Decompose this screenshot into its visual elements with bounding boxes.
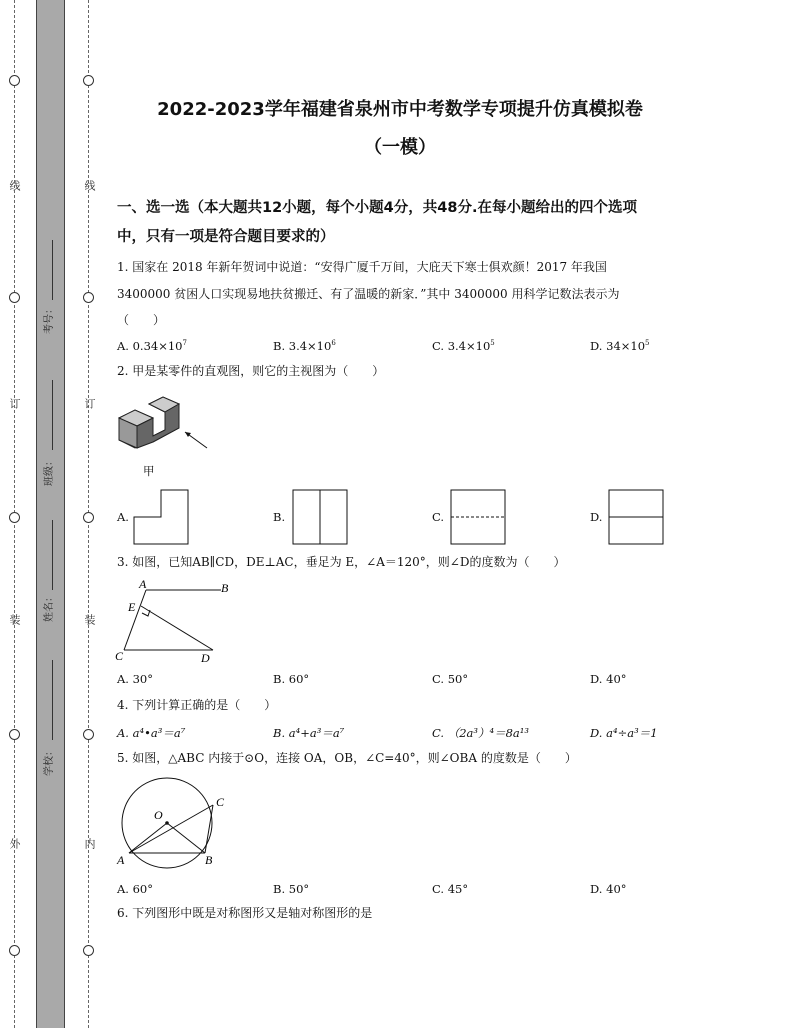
binding-hole-icon	[83, 75, 94, 86]
q3-label-e: E	[128, 600, 136, 614]
q5-option-a[interactable]: A. 60°	[117, 882, 153, 896]
binding-hole-icon	[9, 292, 20, 303]
q2-option-d-label[interactable]: D.	[590, 510, 603, 524]
q3-text: 3. 如图，已知AB∥CD，DE⊥AC，垂足为 E，∠A＝120°，则∠D的度数为（ ）	[117, 555, 566, 569]
q5-text: 5. 如图，△ABC 内接于⊙O，连接 OA，OB，∠C=40°，则∠OBA 的度数是（ ）	[117, 751, 577, 765]
q3-parallel-lines-figure	[113, 578, 238, 664]
q3-label-d: D	[201, 651, 210, 664]
q4-option-a[interactable]: A. a⁴•a³＝a⁷	[117, 726, 186, 740]
q4-option-b[interactable]: B. a⁴+a³＝a⁷	[273, 726, 345, 740]
q2-part-isometric-figure	[113, 390, 213, 460]
q5-option-d[interactable]: D. 40°	[590, 882, 627, 896]
q2-text: 2. 甲是某零件的直观图，则它的主视图为（ ）	[117, 364, 385, 378]
binding-strip-edge	[64, 0, 65, 1028]
section-heading-line1: 一、选一选（本大题共12小题，每个小题4分，共48分.在每小题给出的四个选项	[117, 200, 637, 216]
q2-option-b-label[interactable]: B.	[273, 510, 286, 524]
q2-option-a-figure[interactable]	[133, 489, 189, 545]
q5-option-c[interactable]: C. 45°	[432, 882, 469, 896]
q2-option-b-figure[interactable]	[292, 489, 348, 545]
q2-option-d-figure[interactable]	[608, 489, 664, 545]
margin-label-nei: 内	[83, 838, 96, 849]
margin-label-wai: 外	[8, 838, 21, 849]
margin-label-xian: 线	[83, 180, 96, 191]
q4-text: 4. 下列计算正确的是（ ）	[117, 698, 277, 712]
q5-label-c: C	[216, 795, 225, 809]
q2-option-a-label[interactable]: A.	[117, 510, 129, 524]
binding-hole-icon	[83, 945, 94, 956]
page-subtitle: （一模）	[364, 137, 436, 158]
q5-label-a: A	[117, 853, 125, 867]
q3-option-b[interactable]: B. 60°	[273, 672, 310, 686]
binding-strip-edge	[36, 0, 37, 1028]
field-name-label: 姓名：	[44, 592, 55, 622]
q3-option-c[interactable]: C. 50°	[432, 672, 469, 686]
margin-label-zhuang: 装	[8, 614, 21, 625]
section-heading-line2: 中，只有一项是符合题目要求的）	[117, 229, 335, 245]
margin-label-xian: 线	[8, 180, 21, 191]
q5-inscribed-triangle-figure	[113, 775, 228, 870]
q4-option-c[interactable]: C. （2a³）⁴＝8a¹³	[432, 726, 529, 740]
margin-label-ding: 订	[8, 398, 21, 409]
margin-label-ding: 订	[83, 398, 96, 409]
q3-label-a: A	[139, 578, 147, 591]
field-class-line	[52, 380, 53, 450]
q3-option-a[interactable]: A. 30°	[117, 672, 153, 686]
q3-label-c: C	[115, 649, 124, 663]
binding-hole-icon	[83, 729, 94, 740]
q1-option-a[interactable]: A. $0.34\times 10^7$	[117, 339, 187, 353]
q4-option-d[interactable]: D. a⁴÷a³＝1	[590, 726, 658, 740]
field-exam-number-label: 考号：	[44, 304, 55, 334]
q3-label-b: B	[221, 581, 229, 595]
q2-figure-label: 甲	[143, 464, 155, 478]
margin-label-zhuang: 装	[83, 614, 96, 625]
q1-option-b[interactable]: B. $3.4\times 10^6$	[273, 339, 336, 353]
field-class-label: 班级：	[44, 456, 55, 486]
q1-option-d[interactable]: D. $34\times 10^5$	[590, 339, 650, 353]
q1-text-line1: 1. 国家在 2018 年新年贺词中说道：“安得广厦千万间，大庇天下寒士俱欢颜！2017 年我国	[117, 260, 607, 274]
q5-label-b: B	[205, 853, 213, 867]
binding-hole-icon	[9, 729, 20, 740]
page-title: 2022-2023学年福建省泉州市中考数学专项提升仿真模拟卷	[157, 99, 643, 120]
q1-text-line3: （ ）	[117, 313, 166, 327]
q6-text: 6. 下列图形中既是对称图形又是轴对称图形的是	[117, 906, 373, 920]
field-exam-number-line	[52, 240, 53, 300]
binding-hole-icon	[83, 512, 94, 523]
q3-option-d[interactable]: D. 40°	[590, 672, 627, 686]
binding-hole-icon	[83, 292, 94, 303]
q1-option-c[interactable]: C. $3.4\times 10^5$	[432, 339, 495, 353]
field-school-label: 学校：	[44, 746, 55, 776]
binding-strip	[36, 0, 64, 1028]
field-school-line	[52, 660, 53, 740]
field-name-line	[52, 520, 53, 590]
q2-option-c-label[interactable]: C.	[432, 510, 445, 524]
q1-text-line2: 3400000 贫困人口实现易地扶贫搬迁、有了温暖的新家．”其中 3400000 用科学记数法表示为	[117, 287, 620, 301]
binding-hole-icon	[9, 945, 20, 956]
q5-option-b[interactable]: B. 50°	[273, 882, 310, 896]
binding-hole-icon	[9, 512, 20, 523]
q5-label-o: O	[154, 808, 163, 822]
binding-hole-icon	[9, 75, 20, 86]
q2-option-c-figure[interactable]	[450, 489, 506, 545]
